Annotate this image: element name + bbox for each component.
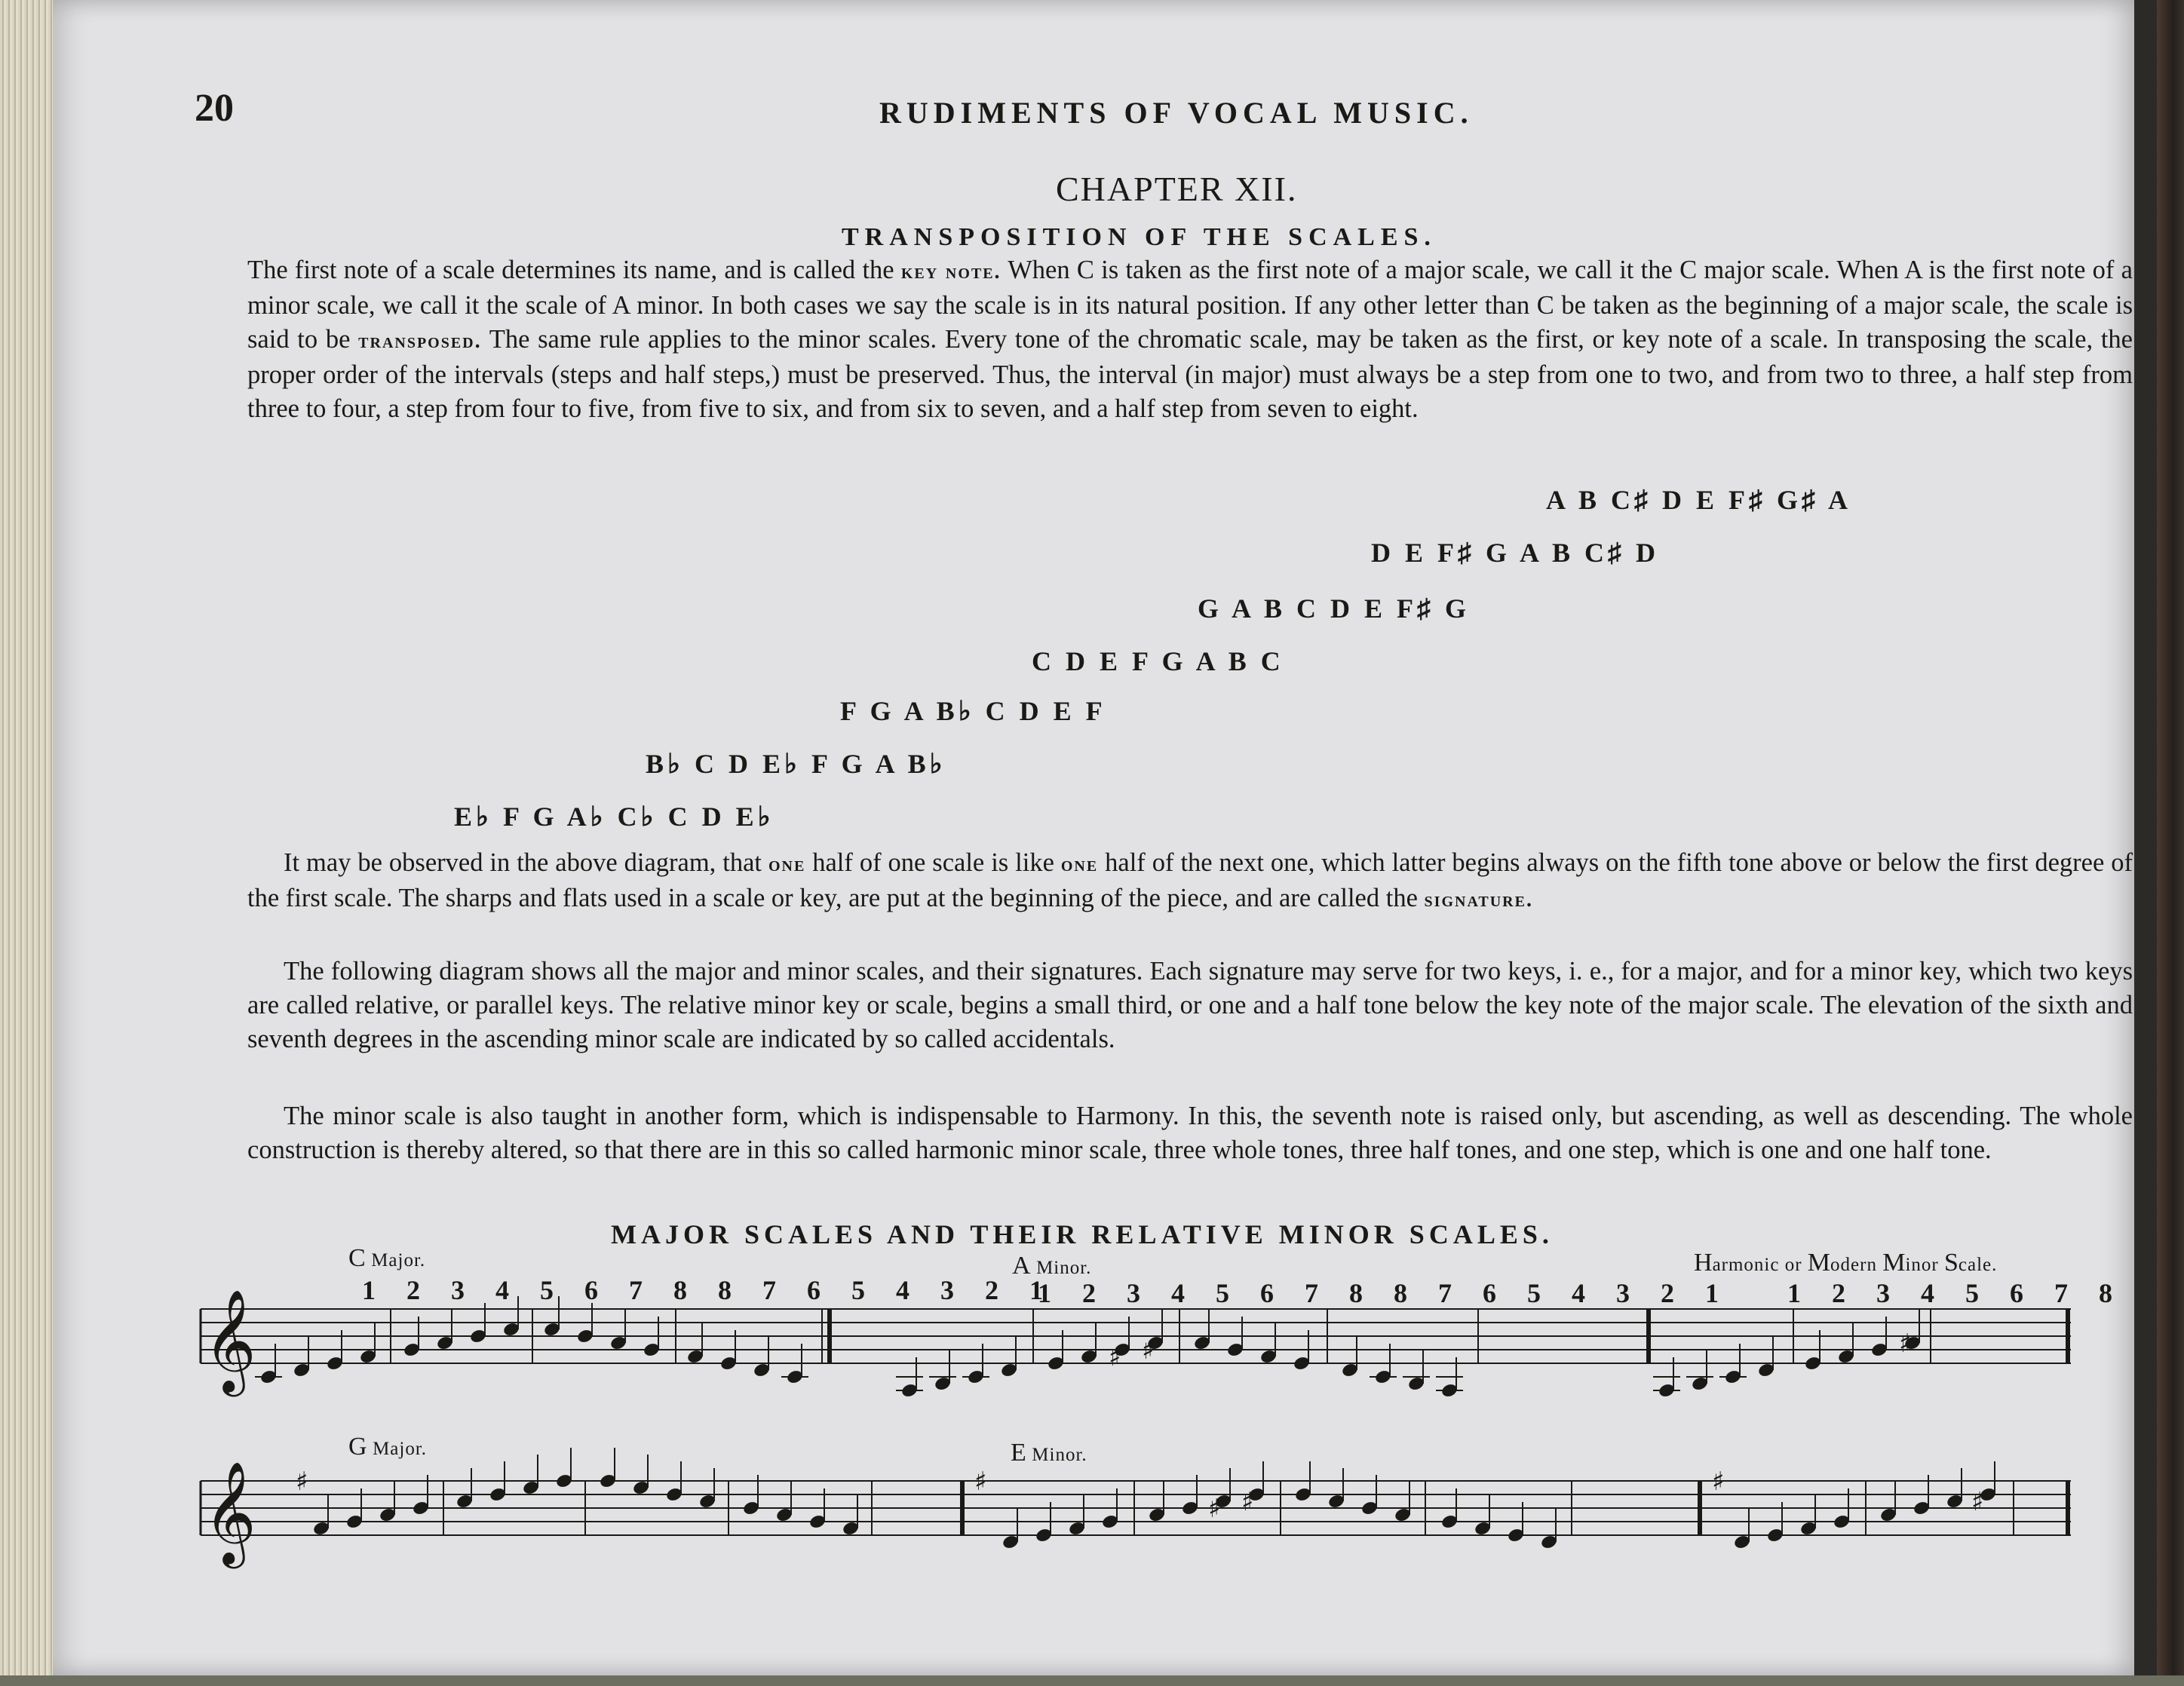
degree-numbers-c-major: 1 2 3 4 5 6 7 8 8 7 6 5 4 3 2 1 xyxy=(362,1275,1055,1305)
text-run: When C is taken as the first note of a major scale, we call it the C major scale. When A is the first note of a minor scale, we call it the scale of A minor. In both cases we say the scale is in its natural position. If any other letter than C be taken as the beginning of a major scale, the scale is said to be xyxy=(247,256,2133,354)
scale-ladder-row: D E F♯ G A B C♯ D xyxy=(1371,538,1660,568)
label-rest: armonic or xyxy=(1712,1255,1808,1275)
text-run: The first note of a scale determines its name, and is called the xyxy=(247,256,901,284)
label-initial: M xyxy=(1882,1249,1906,1277)
text-run: The same rule applies to the minor scales. Every tone of the chromatic scale, may be taken as the first, or key note of a scale. In transposing the scale, the proper order of the intervals (steps and half steps,) must be preserved. Thus, the interval (in major) must always be a step from one to two, and from two to three, a half step from three to four, a step from four to five, from five to six, and from six to seven, and a half step from seven to eight. xyxy=(247,325,2133,423)
degree-numbers-harmonic: 1 2 3 4 5 6 7 8 xyxy=(1787,1278,2124,1308)
text-run: The following diagram shows all the major and minor scales, and their signatures. Each signature may serve for two keys, i. e., for a major, and for a minor key, which two keys are called relative, or parallel keys. The relative minor key or scale, begins a small third, or one and a half tone below the key note of the major scale. The elevation of the sixth and seventh degrees in the ascending minor scale are indicated by so called accidentals. xyxy=(247,957,2133,1053)
term-transposed: transposed. xyxy=(358,330,482,353)
text-run: half of one scale is like xyxy=(805,848,1061,877)
label-rest: Major. xyxy=(373,1439,428,1459)
degree-numbers-a-minor: 1 2 3 4 5 6 7 8 8 7 6 5 4 3 2 1 xyxy=(1038,1278,1731,1308)
label-initial: A xyxy=(1012,1252,1031,1280)
term-signature: signature. xyxy=(1424,888,1533,912)
running-head: RUDIMENTS OF VOCAL MUSIC. xyxy=(879,96,1474,130)
key-signature-sharp-icon: ♯ xyxy=(296,1467,308,1497)
text-run: half of the next one, which latter begins always on the fifth tone above or below the first degree of the first scale. The sharps and flats used in a scale or key, are put at the beginning of the piece, and are called the xyxy=(247,848,2133,912)
section-title: TRANSPOSITION OF THE SCALES. xyxy=(842,223,1437,251)
scale-ladder-row: B♭ C D E♭ F G A B♭ xyxy=(646,749,946,779)
key-signature-sharp-icon: ♯ xyxy=(1712,1467,1725,1497)
label-rest: odern xyxy=(1830,1255,1883,1275)
sharp-icon: ♯ xyxy=(1109,1342,1121,1372)
label-initial: M xyxy=(1807,1249,1831,1277)
sharp-icon: ♯ xyxy=(1241,1487,1254,1517)
sharp-icon: ♯ xyxy=(1899,1329,1912,1359)
treble-clef-icon: 𝄞 xyxy=(204,1460,256,1564)
label-rest: cale. xyxy=(1958,1255,1998,1275)
label-initial: G xyxy=(348,1433,367,1461)
label-initial: C xyxy=(348,1244,366,1272)
book-spine-edge xyxy=(2157,0,2184,1686)
scale-ladder-row: F G A B♭ C D E F xyxy=(840,696,1106,726)
scale-ladder-row: C D E F G A B C xyxy=(1032,646,1284,676)
label-rest: inor xyxy=(1905,1255,1944,1275)
page-number: 20 xyxy=(195,87,234,130)
term-key-note: key note. xyxy=(900,260,1002,284)
label-initial: E xyxy=(1011,1439,1026,1467)
label-initial: H xyxy=(1694,1249,1713,1277)
book-page xyxy=(53,0,2134,1675)
music-staves xyxy=(53,0,2134,1675)
text-run: It may be observed in the above diagram, that xyxy=(284,848,768,877)
term-one: one xyxy=(768,853,806,876)
chapter-title: CHAPTER XII. xyxy=(1056,170,1298,208)
label-rest: Minor. xyxy=(1032,1445,1087,1465)
label-rest: Minor. xyxy=(1036,1258,1092,1278)
sharp-icon: ♯ xyxy=(1208,1494,1221,1524)
label-initial: S xyxy=(1943,1249,1959,1277)
scale-ladder-row: A B C♯ D E F♯ G♯ A xyxy=(1546,485,1852,515)
scale-ladder-row: G A B C D E F♯ G xyxy=(1198,593,1471,624)
label-rest: Major. xyxy=(371,1250,426,1271)
sharp-icon: ♯ xyxy=(1971,1487,1984,1517)
term-one: one xyxy=(1060,853,1099,876)
book-page-edges xyxy=(0,0,53,1686)
music-heading: MAJOR SCALES AND THEIR RELATIVE MINOR SCALES. xyxy=(611,1219,1554,1249)
key-signature-sharp-icon: ♯ xyxy=(974,1467,987,1497)
book-cover-edge xyxy=(0,1675,2184,1686)
text-run: The minor scale is also taught in another form, which is indispensable to Harmony. In this, the seventh note is raised only, but ascending, as well as descending. The whole construction is thereby altered, so that there are in this so called harmonic minor scale, three whole tones, three half tones, and one step, which is one and one half tone. xyxy=(247,1102,2133,1164)
scale-ladder-row: E♭ F G A♭ C♭ C D E♭ xyxy=(454,802,775,832)
sharp-icon: ♯ xyxy=(1142,1335,1155,1366)
treble-clef-icon: 𝄞 xyxy=(204,1288,256,1392)
